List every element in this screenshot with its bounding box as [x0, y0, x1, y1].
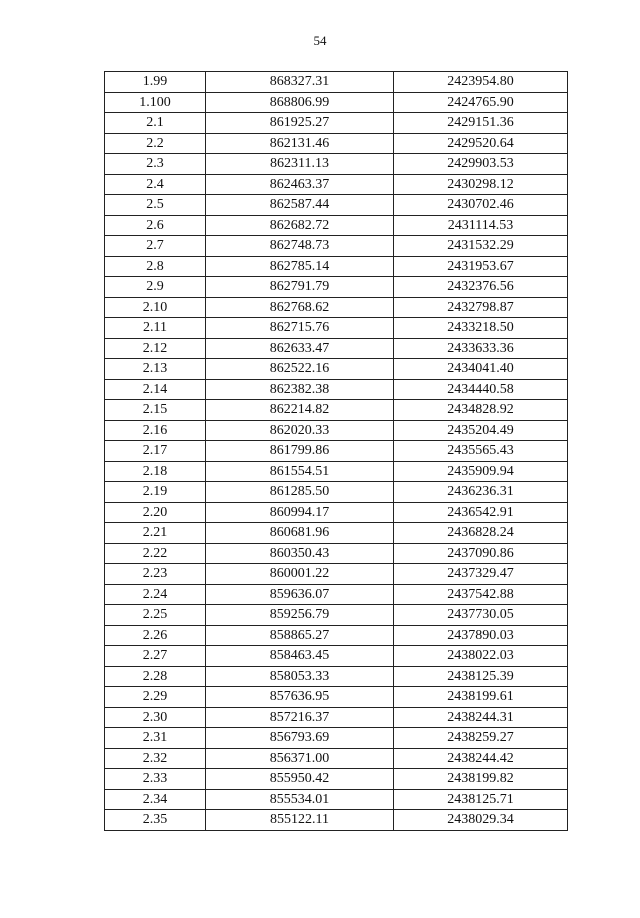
point-id-cell: 1.99	[105, 72, 206, 93]
point-id-cell: 2.23	[105, 564, 206, 585]
x-coordinate-cell: 868327.31	[206, 72, 394, 93]
y-coordinate-cell: 2429151.36	[394, 113, 568, 134]
x-coordinate-cell: 862587.44	[206, 195, 394, 216]
page-number: 54	[313, 33, 327, 48]
table-row	[105, 625, 568, 646]
x-coordinate-cell: 862311.13	[206, 154, 394, 175]
table-row	[105, 277, 568, 298]
x-coordinate-cell: 859256.79	[206, 605, 394, 626]
point-id-cell: 2.19	[105, 482, 206, 503]
y-coordinate-cell: 2438244.42	[394, 748, 568, 769]
x-coordinate-cell: 861554.51	[206, 461, 394, 482]
x-coordinate-cell: 862768.62	[206, 297, 394, 318]
y-coordinate-cell: 2431532.29	[394, 236, 568, 257]
point-id-cell: 2.18	[105, 461, 206, 482]
point-id-cell: 1.100	[105, 92, 206, 113]
x-coordinate-cell: 862785.14	[206, 256, 394, 277]
point-id-cell: 2.1	[105, 113, 206, 134]
y-coordinate-cell: 2438125.71	[394, 789, 568, 810]
point-id-cell: 2.8	[105, 256, 206, 277]
y-coordinate-cell: 2434828.92	[394, 400, 568, 421]
x-coordinate-cell: 862131.46	[206, 133, 394, 154]
point-id-cell: 2.26	[105, 625, 206, 646]
y-coordinate-cell: 2423954.80	[394, 72, 568, 93]
table-row	[105, 256, 568, 277]
x-coordinate-cell: 856371.00	[206, 748, 394, 769]
table-row	[105, 441, 568, 462]
y-coordinate-cell: 2438199.82	[394, 769, 568, 790]
y-coordinate-cell: 2437329.47	[394, 564, 568, 585]
x-coordinate-cell: 862214.82	[206, 400, 394, 421]
point-id-cell: 2.24	[105, 584, 206, 605]
point-id-cell: 2.30	[105, 707, 206, 728]
point-id-cell: 2.27	[105, 646, 206, 667]
point-id-cell: 2.9	[105, 277, 206, 298]
x-coordinate-cell: 857636.95	[206, 687, 394, 708]
table-row	[105, 318, 568, 339]
y-coordinate-cell: 2438022.03	[394, 646, 568, 667]
point-id-cell: 2.21	[105, 523, 206, 544]
point-id-cell: 2.20	[105, 502, 206, 523]
table-row	[105, 564, 568, 585]
x-coordinate-cell: 861285.50	[206, 482, 394, 503]
x-coordinate-cell: 860681.96	[206, 523, 394, 544]
table-row	[105, 400, 568, 421]
y-coordinate-cell: 2438199.61	[394, 687, 568, 708]
y-coordinate-cell: 2431114.53	[394, 215, 568, 236]
point-id-cell: 2.2	[105, 133, 206, 154]
x-coordinate-cell: 859636.07	[206, 584, 394, 605]
table-row	[105, 502, 568, 523]
point-id-cell: 2.10	[105, 297, 206, 318]
x-coordinate-cell: 855534.01	[206, 789, 394, 810]
x-coordinate-cell: 858865.27	[206, 625, 394, 646]
table-row	[105, 195, 568, 216]
table-row	[105, 810, 568, 831]
table-row	[105, 359, 568, 380]
y-coordinate-cell: 2433218.50	[394, 318, 568, 339]
point-id-cell: 2.5	[105, 195, 206, 216]
table-row	[105, 379, 568, 400]
table-row	[105, 461, 568, 482]
y-coordinate-cell: 2430298.12	[394, 174, 568, 195]
point-id-cell: 2.13	[105, 359, 206, 380]
table-row	[105, 728, 568, 749]
y-coordinate-cell: 2436828.24	[394, 523, 568, 544]
y-coordinate-cell: 2424765.90	[394, 92, 568, 113]
x-coordinate-cell: 855122.11	[206, 810, 394, 831]
point-id-cell: 2.25	[105, 605, 206, 626]
y-coordinate-cell: 2434440.58	[394, 379, 568, 400]
table-row	[105, 297, 568, 318]
table-row	[105, 72, 568, 93]
coordinates-table	[104, 71, 568, 831]
x-coordinate-cell: 862682.72	[206, 215, 394, 236]
point-id-cell: 2.15	[105, 400, 206, 421]
y-coordinate-cell: 2438029.34	[394, 810, 568, 831]
coordinates-table-body	[105, 72, 568, 831]
table-row	[105, 543, 568, 564]
table-row	[105, 236, 568, 257]
x-coordinate-cell: 862791.79	[206, 277, 394, 298]
y-coordinate-cell: 2437890.03	[394, 625, 568, 646]
y-coordinate-cell: 2430702.46	[394, 195, 568, 216]
y-coordinate-cell: 2436236.31	[394, 482, 568, 503]
y-coordinate-cell: 2438125.39	[394, 666, 568, 687]
x-coordinate-cell: 862463.37	[206, 174, 394, 195]
x-coordinate-cell: 862633.47	[206, 338, 394, 359]
x-coordinate-cell: 862522.16	[206, 359, 394, 380]
x-coordinate-cell: 857216.37	[206, 707, 394, 728]
x-coordinate-cell: 861925.27	[206, 113, 394, 134]
point-id-cell: 2.6	[105, 215, 206, 236]
point-id-cell: 2.34	[105, 789, 206, 810]
x-coordinate-cell: 858053.33	[206, 666, 394, 687]
table-row	[105, 482, 568, 503]
table-row	[105, 215, 568, 236]
point-id-cell: 2.4	[105, 174, 206, 195]
y-coordinate-cell: 2437090.86	[394, 543, 568, 564]
y-coordinate-cell: 2434041.40	[394, 359, 568, 380]
y-coordinate-cell: 2429903.53	[394, 154, 568, 175]
point-id-cell: 2.31	[105, 728, 206, 749]
point-id-cell: 2.22	[105, 543, 206, 564]
table-row	[105, 748, 568, 769]
table-row	[105, 707, 568, 728]
x-coordinate-cell: 855950.42	[206, 769, 394, 790]
y-coordinate-cell: 2436542.91	[394, 502, 568, 523]
y-coordinate-cell: 2438244.31	[394, 707, 568, 728]
x-coordinate-cell: 862020.33	[206, 420, 394, 441]
table-row	[105, 646, 568, 667]
x-coordinate-cell: 868806.99	[206, 92, 394, 113]
x-coordinate-cell: 862748.73	[206, 236, 394, 257]
table-row	[105, 154, 568, 175]
point-id-cell: 2.29	[105, 687, 206, 708]
point-id-cell: 2.28	[105, 666, 206, 687]
y-coordinate-cell: 2433633.36	[394, 338, 568, 359]
point-id-cell: 2.17	[105, 441, 206, 462]
table-row	[105, 133, 568, 154]
y-coordinate-cell: 2431953.67	[394, 256, 568, 277]
y-coordinate-cell: 2435204.49	[394, 420, 568, 441]
table-row	[105, 666, 568, 687]
y-coordinate-cell: 2435565.43	[394, 441, 568, 462]
x-coordinate-cell: 862715.76	[206, 318, 394, 339]
y-coordinate-cell: 2432798.87	[394, 297, 568, 318]
point-id-cell: 2.14	[105, 379, 206, 400]
table-row	[105, 113, 568, 134]
x-coordinate-cell: 862382.38	[206, 379, 394, 400]
x-coordinate-cell: 856793.69	[206, 728, 394, 749]
y-coordinate-cell: 2437542.88	[394, 584, 568, 605]
point-id-cell: 2.3	[105, 154, 206, 175]
x-coordinate-cell: 860994.17	[206, 502, 394, 523]
y-coordinate-cell: 2432376.56	[394, 277, 568, 298]
point-id-cell: 2.16	[105, 420, 206, 441]
table-row	[105, 420, 568, 441]
point-id-cell: 2.33	[105, 769, 206, 790]
y-coordinate-cell: 2437730.05	[394, 605, 568, 626]
x-coordinate-cell: 858463.45	[206, 646, 394, 667]
table-row	[105, 338, 568, 359]
table-row	[105, 92, 568, 113]
x-coordinate-cell: 860001.22	[206, 564, 394, 585]
table-row	[105, 605, 568, 626]
point-id-cell: 2.7	[105, 236, 206, 257]
y-coordinate-cell: 2438259.27	[394, 728, 568, 749]
y-coordinate-cell: 2429520.64	[394, 133, 568, 154]
point-id-cell: 2.11	[105, 318, 206, 339]
x-coordinate-cell: 860350.43	[206, 543, 394, 564]
y-coordinate-cell: 2435909.94	[394, 461, 568, 482]
table-row	[105, 769, 568, 790]
table-row	[105, 789, 568, 810]
table-row	[105, 174, 568, 195]
table-row	[105, 687, 568, 708]
table-row	[105, 523, 568, 544]
table-row	[105, 584, 568, 605]
point-id-cell: 2.32	[105, 748, 206, 769]
point-id-cell: 2.12	[105, 338, 206, 359]
point-id-cell: 2.35	[105, 810, 206, 831]
x-coordinate-cell: 861799.86	[206, 441, 394, 462]
